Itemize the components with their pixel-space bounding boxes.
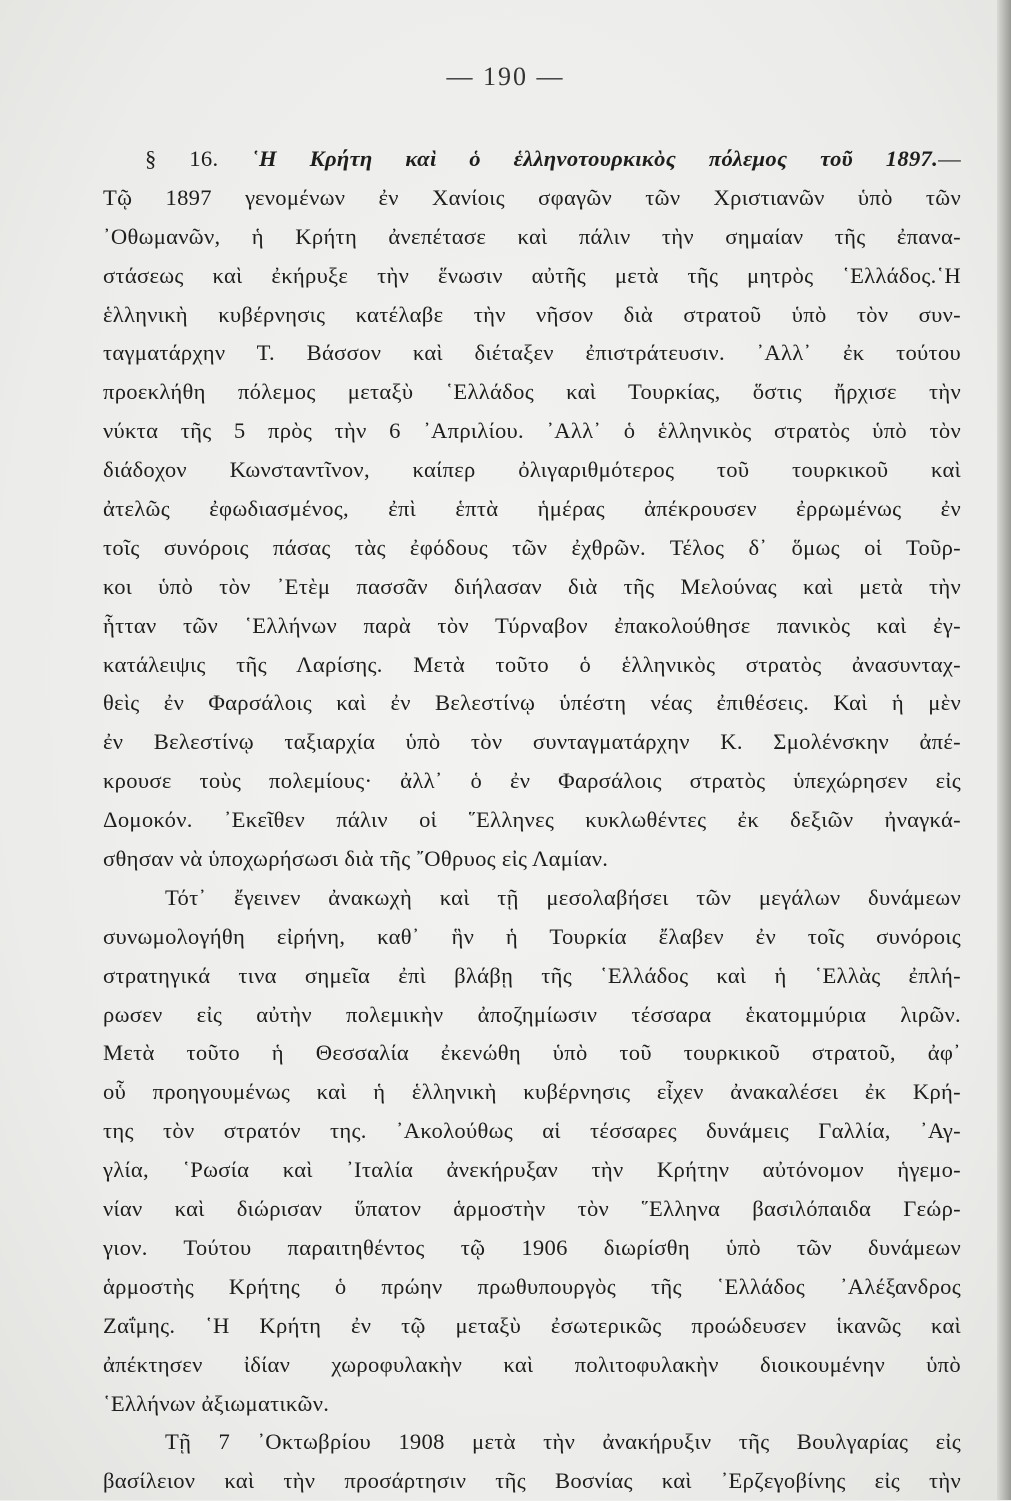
- text-line: προεκλήθη πόλεμος μεταξὺ ῾Ελλάδος καὶ Τουρκίας, ὅστις ἤρχισε τὴν: [103, 379, 961, 405]
- text-line: Δομοκόν. ᾿Εκεῖθεν πάλιν οἱ ῞Ελληνες κυκλωθέντες ἐκ δεξιῶν ἠναγκά-: [103, 807, 961, 833]
- text-line: ἧτταν τῶν ῾Ελλήνων παρὰ τὸν Τύρναβον ἐπακολούθησε πανικὸς καὶ ἐγ-: [103, 612, 961, 638]
- text-line: γιον. Τούτου παραιτηθέντος τῷ 1906 διωρίσθη ὑπὸ τῶν δυνάμεων: [103, 1234, 961, 1260]
- text-line: στάσεως καὶ ἐκήρυξε τὴν ἕνωσιν αὐτῆς μετὰ τῆς μητρὸς ῾Ελλάδος.῾Η: [103, 262, 961, 288]
- text-line: στρατηγικά τινα σημεῖα ἐπὶ βλάβῃ τῆς ῾Ελλάδος καὶ ἡ ῾Ελλὰς ἐπλή-: [103, 962, 961, 988]
- text-line: ᾿Οθωμανῶν, ἡ Κρήτη ἀνεπέτασε καὶ πάλιν τὴν σημαίαν τῆς ἐπανα-: [103, 223, 961, 249]
- section-heading-line: [103, 140, 961, 179]
- text-line: ἀτελῶς ἐφωδιασμένος, ἐπὶ ἑπτὰ ἡμέρας ἀπέκρουσεν ἐρρωμένως ἐν: [103, 496, 961, 522]
- text-line: σθησαν νὰ ὑποχωρήσωσι διὰ τῆς ῎Οθρυος εἰς Λαμίαν.: [103, 846, 609, 872]
- text-line: νύκτα τῆς 5 πρὸς τὴν 6 ᾿Απριλίου. ᾿Αλλ᾿ ὁ ἑλληνικὸς στρατὸς ὑπὸ τὸν: [103, 418, 961, 444]
- text-line: της τὸν στρατόν της. ᾿Ακολούθως αἱ τέσσαρες δυνάμεις Γαλλία, ᾿Αγ-: [103, 1118, 961, 1144]
- text-line: Μετὰ τοῦτο ἡ Θεσσαλία ἐκενώθη ὑπὸ τοῦ τουρκικοῦ στρατοῦ, ἀφ᾿: [103, 1040, 961, 1066]
- text-line: ἁρμοστὴς Κρήτης ὁ πρώην πρωθυπουργὸς τῆς ῾Ελλάδος ᾿Αλέξανδρος: [103, 1273, 961, 1299]
- section-number: § 16.: [145, 146, 219, 171]
- text-line: συνωμολογήθη εἰρήνη, καθ᾿ ἣν ἡ Τουρκία ἔλαβεν ἐν τοῖς συνόροις: [103, 923, 961, 949]
- text-line: ἀπέκτησεν ἰδίαν χωροφυλακὴν καὶ πολιτοφυλακὴν διοικουμένην ὑπὸ: [103, 1351, 961, 1377]
- text-line: κατάλειψις τῆς Λαρίσης. Μετὰ τοῦτο ὁ ἑλληνικὸς στρατὸς ἀνασυνταχ-: [103, 651, 961, 677]
- text-line: Τότ᾿ ἔγεινεν ἀνακωχὴ καὶ τῇ μεσολαβήσει τῶν μεγάλων δυνάμεων: [165, 884, 961, 910]
- text-line: κοι ὑπὸ τὸν ᾿Ετὲμ πασσᾶν διήλασαν διὰ τῆς Μελούνας καὶ μετὰ τὴν: [103, 573, 961, 599]
- text-line: ῾Ελλήνων ἀξιωματικῶν.: [103, 1390, 330, 1416]
- text-line: διάδοχον Κωνσταντῖνον, καίπερ ὀλιγαριθμότερος τοῦ τουρκικοῦ καὶ: [103, 457, 961, 483]
- text-line: τοῖς συνόροις πάσας τὰς ἐφόδους τῶν ἐχθρῶν. Τέλος δ᾿ ὅμως οἱ Τοῦρ-: [103, 534, 961, 560]
- text-line: νίαν καὶ διώρισαν ὕπατον ἁρμοστὴν τὸν ῞Ελληνα βασιλόπαιδα Γεώρ-: [103, 1196, 961, 1222]
- text-line: οὗ προηγουμένως καὶ ἡ ἑλληνικὴ κυβέρνησις εἶχεν ἀνακαλέσει ἐκ Κρή-: [103, 1079, 961, 1105]
- section-title: ῾Η Κρήτη καὶ ὁ ἑλληνοτουρκικὸς πόλεμος τοῦ 1897.: [251, 146, 939, 171]
- text-line: Τῷ 1897 γενομένων ἐν Χανίοις σφαγῶν τῶν Χριστιανῶν ὑπὸ τῶν: [103, 184, 961, 210]
- text-line: γλία, ῾Ρωσία καὶ ᾿Ιταλία ἀνεκήρυξαν τὴν Κρήτην αὐτόνομον ἡγεμο-: [103, 1157, 961, 1183]
- section-dash: —: [938, 146, 961, 171]
- text-line: βασίλειον καὶ τὴν προσάρτησιν τῆς Βοσνίας καὶ ᾿Ερζεγοβίνης εἰς τὴν: [103, 1468, 961, 1494]
- page-edge-shadow: [997, 0, 1011, 1500]
- text-line: Τῇ 7 ᾿Οκτωβρίου 1908 μετὰ τὴν ἀνακήρυξιν τῆς Βουλγαρίας εἰς: [165, 1429, 961, 1455]
- body-text: [103, 140, 961, 1501]
- text-line: ρωσεν εἰς αὐτὴν πολεμικὴν ἀποζημίωσιν τέσσαρα ἑκατομμύρια λιρῶν.: [103, 1001, 961, 1027]
- text-line: κρουσε τοὺς πολεμίους· ἀλλ᾿ ὁ ἐν Φαρσάλοις στρατὸς ὑπεχώρησεν εἰς: [103, 768, 961, 794]
- text-line: Ζαΐμης. ῾Η Κρήτη ἐν τῷ μεταξὺ ἐσωτερικῶς προώδευσεν ἱκανῶς καὶ: [103, 1312, 961, 1338]
- text-line: ἑλληνικὴ κυβέρνησις κατέλαβε τὴν νῆσον διὰ στρατοῦ ὑπὸ τὸν συν-: [103, 301, 961, 327]
- page-number: — 190 —: [446, 62, 565, 91]
- text-line: θεὶς ἐν Φαρσάλοις καὶ ἐν Βελεστίνῳ ὑπέστη νέας ἐπιθέσεις. Καὶ ἡ μὲν: [103, 690, 961, 716]
- text-line: ταγματάρχην Τ. Βάσσον καὶ διέταξεν ἐπιστράτευσιν. ᾿Αλλ᾿ ἐκ τούτου: [103, 340, 961, 366]
- text-line: ἐν Βελεστίνῳ ταξιαρχία ὑπὸ τὸν συνταγματάρχην Κ. Σμολένσκην ἀπέ-: [103, 729, 961, 755]
